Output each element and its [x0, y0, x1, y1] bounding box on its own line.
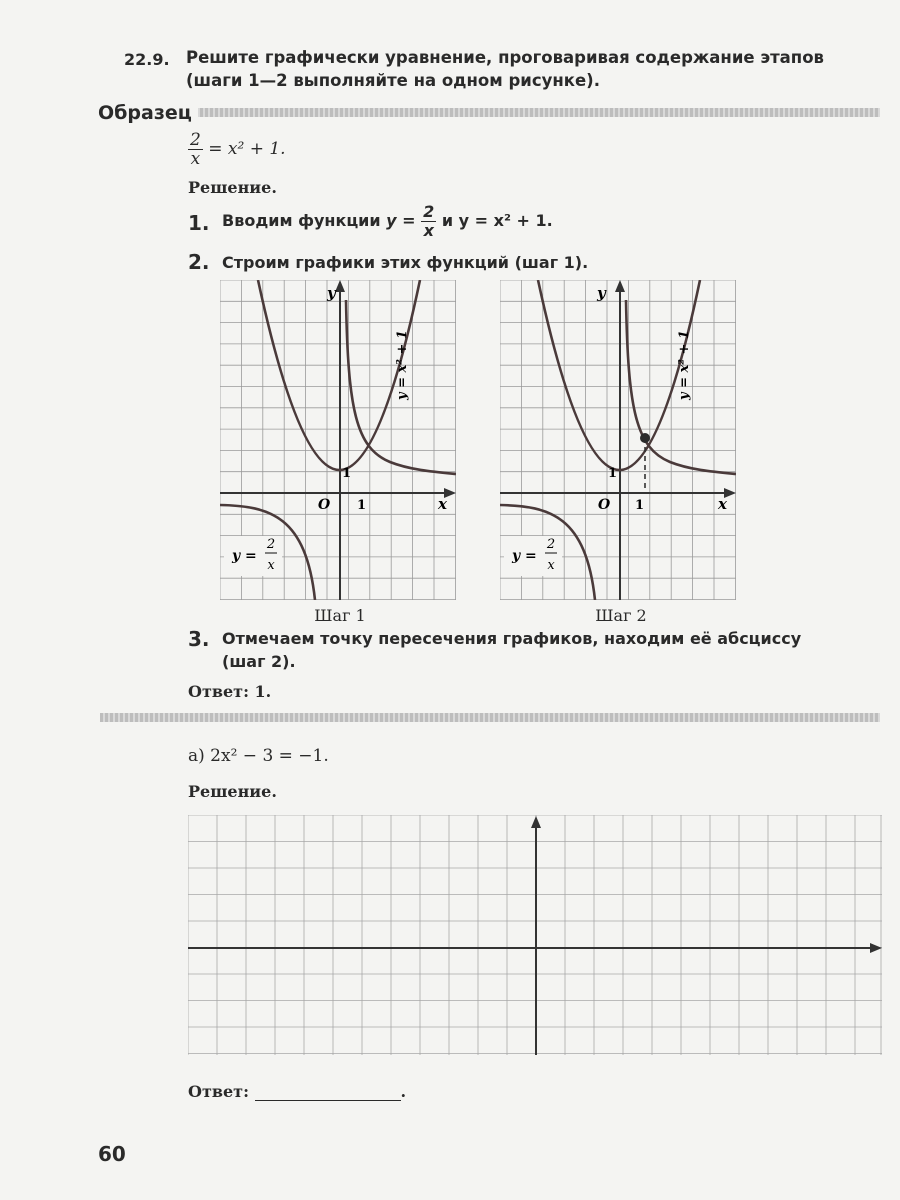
hyperbola-label-pre: y =: [232, 548, 257, 564]
step1-post: и y = x² + 1.: [441, 211, 553, 230]
eq-rest: = x² + 1.: [208, 139, 286, 159]
hyperbola-label-pre: y =: [512, 548, 537, 564]
y-tick-label: 1: [608, 466, 618, 481]
step1-y: y =: [386, 211, 416, 230]
hyperbola-label-num: 2: [546, 537, 556, 552]
parabola-label: y = x² + 1: [677, 330, 692, 400]
y-axis-arrow: [615, 280, 625, 292]
y-axis-label: y: [597, 284, 606, 302]
sample-end-divider: [100, 713, 880, 722]
step3-text: [222, 627, 882, 673]
task-text-line1: Решите графически уравнение, проговаривая содержание этапов: [186, 48, 824, 67]
part-a-equation: а) 2x² − 3 = −1.: [188, 746, 329, 766]
y-axis-label: y: [327, 284, 336, 302]
step2-text: Строим графики этих функций (шаг 1).: [222, 253, 589, 272]
x-axis-label: x: [438, 495, 447, 513]
hyperbola-label-den: x: [267, 558, 275, 573]
step1-text: [222, 203, 553, 240]
step3-line1: Отмечаем точку пересечения графиков, находим её абсциссу: [222, 629, 802, 648]
answer-grid[interactable]: [188, 815, 882, 1055]
page-number: 60: [98, 1142, 126, 1166]
x-axis-label: x: [718, 495, 727, 513]
answer-period: .: [400, 1082, 407, 1101]
sample-answer: Ответ: 1.: [188, 682, 272, 701]
step2-number: 2.: [188, 250, 210, 274]
sample-equation: [188, 131, 286, 168]
graph2-caption: Шаг 2: [595, 606, 647, 625]
intersection-point: [640, 433, 650, 443]
task-text: [186, 46, 886, 92]
step1-frac-den: x: [423, 221, 434, 240]
task-text-line2: (шаги 1—2 выполняйте на одном рисунке).: [186, 71, 600, 90]
step1-number: 1.: [188, 211, 210, 235]
step3-line2: (шаг 2).: [222, 652, 296, 671]
eq-numerator: 2: [190, 130, 201, 150]
graph-step1: [220, 280, 456, 600]
part-a-answer-field[interactable]: [255, 1086, 401, 1101]
sample-solution-label: Решение.: [188, 178, 277, 197]
answer-x-axis-arrow: [870, 943, 882, 953]
y-axis-arrow: [335, 280, 345, 292]
part-a-answer: [188, 1082, 406, 1101]
part-a-solution-label: Решение.: [188, 782, 277, 801]
sample-label: Образец: [98, 102, 198, 124]
origin-label: O: [318, 497, 331, 513]
task-number: 22.9.: [124, 50, 170, 69]
origin-label: O: [598, 497, 611, 513]
answer-y-axis-arrow: [531, 816, 541, 828]
parabola-label: y = x² + 1: [395, 330, 410, 400]
graph1-caption: Шаг 1: [314, 606, 366, 625]
hyperbola-label-den: x: [547, 558, 555, 573]
step1-frac-num: 2: [423, 202, 435, 221]
step3-number: 3.: [188, 627, 210, 651]
eq-denominator: x: [190, 149, 201, 169]
hyperbola-label-num: 2: [266, 537, 276, 552]
graph-step2: [500, 280, 736, 600]
part-a-answer-label: Ответ:: [188, 1082, 249, 1101]
sample-divider: [190, 108, 880, 117]
y-tick-label: 1: [342, 466, 352, 481]
step1-pre: Вводим функции: [222, 211, 381, 230]
x-tick-label: 1: [635, 498, 645, 513]
x-tick-label: 1: [357, 498, 367, 513]
